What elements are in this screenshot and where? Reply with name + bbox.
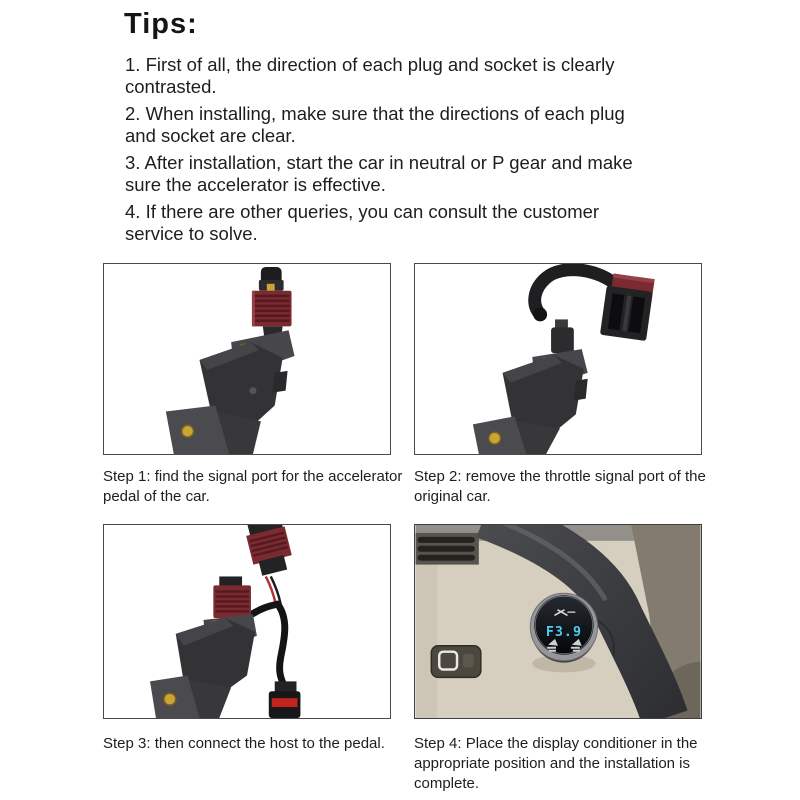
step1-caption-line-2: pedal of the car. [103,488,210,505]
step1-caption-line-1: Step 1: find the signal port for the accelerator [103,468,403,485]
step2-caption-line-1: Step 2: remove the throttle signal port of the [414,468,706,485]
tip-2-line-1: 2. When installing, make sure that the directions of each plug [125,103,625,124]
step2-caption-line-2: original car. [414,488,491,505]
step1-caption [103,467,415,507]
step2-photo [414,263,702,455]
host-connector [269,681,301,718]
step3-caption-line-1: Step 3: then connect the host to the pedal. [103,735,385,752]
display-conditioner-device [530,593,597,662]
original-plug [243,525,295,577]
device-display-text: F3.9 [545,624,583,640]
page-title: Tips: [124,8,198,40]
tips-list [125,54,710,250]
plug-cap [259,267,284,291]
step1-photo [103,263,391,455]
step2-caption [414,467,714,507]
pedal-assembly [473,319,588,454]
air-vent-icon [415,533,478,565]
pedal-assembly [166,326,295,454]
step4-caption-line-2: appropriate position and the installation is [414,755,691,772]
step4-caption-line-1: Step 4: Place the display conditioner in the [414,735,698,752]
signal-wires [266,576,281,604]
pedal-assembly [150,576,257,718]
tip-3-line-2: sure the accelerator is effective. [125,174,386,195]
step4-illustration [415,525,701,718]
tip-1-line-2: contrasted. [125,76,217,97]
step4-photo [414,524,702,719]
tip-4-line-1: 4. If there are other queries, you can consult the customer [125,201,600,222]
step2-illustration [415,264,701,454]
window-switch-icon [431,646,480,678]
tip-2-line-2: and socket are clear. [125,125,296,146]
host-cable [249,604,285,687]
tip-item-2 [125,103,710,147]
step1-illustration [104,264,390,454]
step3-illustration [104,525,390,718]
tip-1-line-1: 1. First of all, the direction of each plug and socket is clearly [125,54,615,75]
tip-4-line-2: service to solve. [125,223,258,244]
step3-caption [103,734,415,754]
tip-3-line-1: 3. After installation, start the car in neutral or P gear and make [125,152,633,173]
step3-photo [103,524,391,719]
step4-caption [414,734,714,794]
tip-item-1 [125,54,710,98]
tip-item-4 [125,201,710,245]
signal-port-connector [252,291,292,327]
step4-caption-line-3: complete. [414,775,480,792]
tip-item-3 [125,152,710,196]
